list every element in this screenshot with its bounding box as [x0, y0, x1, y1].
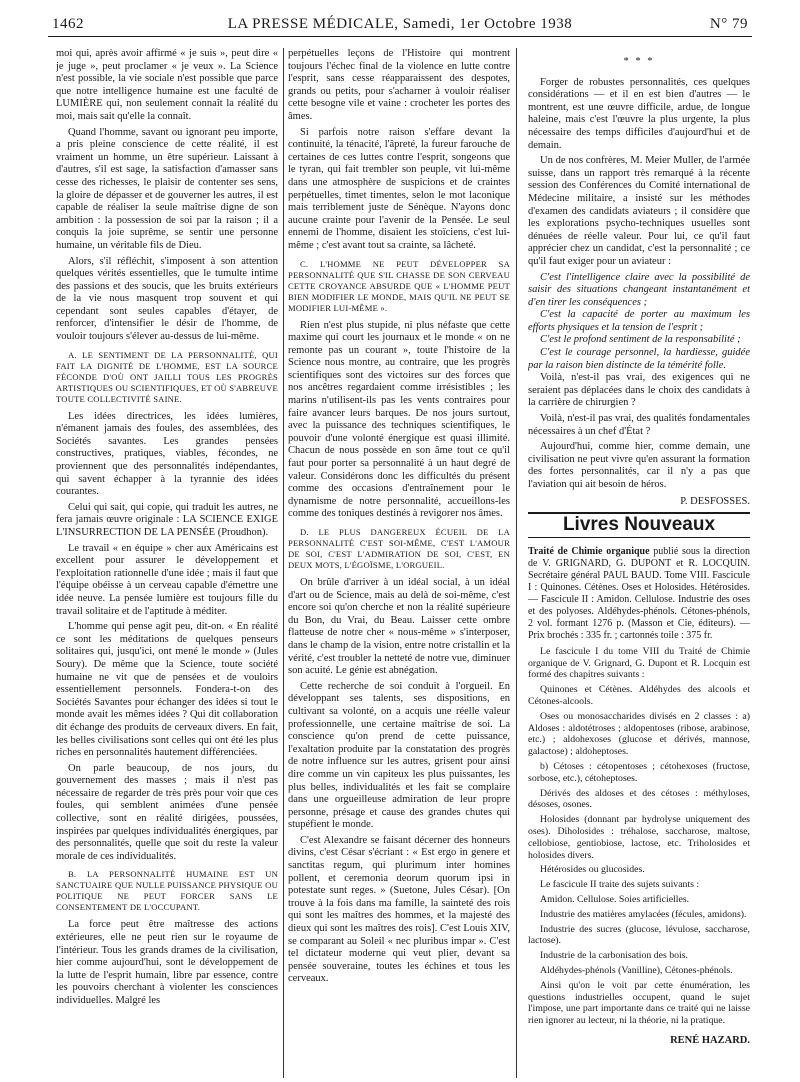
column-right	[528, 48, 750, 1078]
review-paragraph: b) Cétoses : cétopentoses ; cétohexoses (fructose, sorbose, etc.), cétoheptoses.	[528, 760, 750, 784]
review-paragraph: Oses ou monosaccharides divisés en 2 classes : a) Aldoses : aldotétroses ; aldopentoses (ribose, arabinose, etc.) ; aldohexoses (glucose et dérivés, mannose, galactose) ; aldoheptoses.	[528, 710, 750, 758]
paragraph: C'est Alexandre se faisant décerner des honneurs divins, c'est César s'écriant : « Est ergo in genere et sanctitas regum, qui plurimum inter homines pollent, et ceremonia deorum quorum ipsi in potestate sunt reges. » (Suetone, Jules César). [On trouve à la fois dans ma famille, la sainteté des rois qui sont les maîtres des hommes, et la majesté des dieux qui sont les maîtres des rois]. C'est Louis XIV, se comparant au Soleil « nec pluribus impar ». C'est tel dictateur moderne qui veut plier, devant sa pensée souveraine, toutes les échines et tous les cerveaux.	[288, 834, 510, 985]
section-title-livres-nouveaux: Livres Nouveaux	[528, 512, 750, 538]
review-paragraph: Aldéhydes-phénols (Vanilline), Cétones-phénols.	[540, 964, 733, 976]
issue-number: N° 79	[709, 16, 748, 32]
quoted-requirement: C'est le courage personnel, la hardiesse, guidée par la raison bien distincte de la témérité folle.	[528, 347, 750, 371]
quoted-requirement: C'est le profond sentiment de la responsabilité ;	[540, 334, 741, 346]
column-middle	[288, 48, 510, 1078]
paragraph: L'homme qui pense agit peu, dit-on. « En réalité ce sont les méditations de quelques penseurs solitaires qui, jusqu'ici, ont mené le monde » (Jules Soury). De même que la Science, toute société humaine ne vit que de pensées et de vouloirs essentiellement personnels. Fondera-t-on des Sociétés Savantes pour échanger des idées si tout le monde avait les mêmes idées ? Qui dit collaboration dit échange des produits de cerveaux divers. En fait, les belles civilisations sont celles qui ont été les plus riches en personnalités hautement différenciées.	[56, 621, 278, 759]
review-paragraph: Holosides (donnant par hydrolyse uniquement des oses). Diholosides : tréhalose, saccharose, maltose, cellobiose, gentiobiose, lactose, etc. Triholosides et holosides divers.	[528, 814, 750, 861]
paragraph: Cette recherche de soi conduit à l'orgueil. En développant ses talents, ses dispositions, en cultivant sa volonté, on a acquis une réelle valeur professionnelle, une certaine maîtrise de soi. La conscience qu'on prend de cette puissance, l'exaltation produite par la constatation des progrès de notre influence sur les autres, grisent pour ainsi dire comme un vin capiteux les plus puissantes, les plus belles, individualités et les fait se complaire dans une orgueilleuse admiration de leur propre personne, présage et cause des grandes chutes qui stupéfient le monde.	[288, 680, 510, 831]
page-header	[48, 14, 752, 37]
review-paragraph: Industrie des sucres (glucose, lévulose, saccharose, lactose).	[528, 923, 750, 947]
book-title: Traité de Chimie organique	[528, 545, 650, 557]
review-paragraph: Quinones et Cétènes. Aldéhydes des alcools et Cétones-alcools.	[528, 684, 750, 707]
paragraph: Rien n'est plus stupide, ni plus néfaste que cette maxime qui court les journaux et le monde « on ne remonte pas un courant », toute l'histoire de la Science nous montre, au contraire, que les progrès scientifiques sont des victoires sur des forces que nos ancêtres regardaient comme irrésistibles ; les marins n'utilisent-ils pas les vents contraires pour faire avancer leurs barques. De nos jours surtout, avec la puissance des techniques scientifiques, le pouvoir d'une volonté énergique est quasi illimité. Chacun de nous possède en son âme tout ce qu'il faut pour porter sa personnalité à un haut degré de valeur. Considérons donc les difficultés du présent comme des occasions d'entraînement pour le dynamisme de notre personnalité, accueillons-les comme des toniques destinés à revigorer nos âmes.	[288, 319, 510, 520]
paragraph: Forger de robustes personnalités, ces quelques considérations — et il en est bien d'autres — le montrent, est une œuvre difficile, ardue, de longue haleine, mais c'est l'œuvre la plus urgente, la plus nécessaire des temps difficiles d'aujourd'hui et de demain.	[528, 76, 750, 151]
paragraph: On brûle d'arriver à un idéal social, à un idéal d'art ou de Science, mais au delà de soi-même, c'est encore soi qu'on cherche et non la réalité supérieure du Bon, du Vrai, du Beau. Laisser cette ombre flatteuse de notre cher « nous-même » s'interposer, dans le champ de la vision, entre notre cristallin et la vérité, c'est troubler la netteté de notre vue, diminuer son acuité. Le génie est abnégation.	[288, 577, 510, 677]
review-paragraph: Hétérosides ou glucosides.	[540, 864, 645, 876]
review-paragraph: Ainsi qu'on le voit par cette énumération, les questions industrielles occupent, quand le sujet l'impose, une part importante dans ce traité qui ne laisse rien ignorer au lecteur, ni la théorie, ni la pratique.	[528, 979, 750, 1027]
review-paragraph: Amidon. Cellulose. Soies artificielles.	[540, 893, 690, 905]
review-paragraph: Dérivés des aldoses et des cétoses : méthyloses, désoses, osones.	[528, 787, 750, 811]
section-heading: A. LE SENTIMENT DE LA PERSONNALITÉ, QUI FAIT LA DIGNITÉ DE L'HOMME, EST LA SOURCE FÉCONDE D'OÙ ONT JAILLI TOUS LES PROGRÈS ARTISTIQUES OU SCIENTIFIQUES, ET OÙ S'ABREUVE TOUTE COLLECTIVITÉ SAINE.	[56, 349, 278, 404]
review-paragraph: Industrie de la carbonisation des bois.	[540, 950, 689, 962]
paragraph: Voilà, n'est-il pas vrai, des qualités fondamentales nécessaires à un chef d'État ?	[528, 413, 750, 437]
section-break-stars: * * *	[623, 56, 655, 67]
paragraph: On parle beaucoup, de nos jours, du gouvernement des masses ; mais il n'est pas nécessaire de regarder de très près pour voir que ces foules, qui semblent animées d'une pensée collective, sont en réalité dirigées, poussées, inspirées par quelques individualités énergiques, par des personnalités, quelle que soit du reste la valeur morale de ces individualités.	[56, 762, 278, 862]
journal-title: LA PRESSE MÉDICALE, Samedi, 1er Octobre 1938	[227, 16, 573, 32]
book-details: publié sous la direction de V. GRIGNARD, G. DUPONT et R. LOCQUIN. Secrétaire général PAUL BAUD. Tome VIII. Fascicule I : Quinones. Cétènes. Oses et Holosides. Hétérosides. — Fascicule II : Amidon. Cellulose. Industrie des oses et des polyoses. Aldéhydes-phénols. Cétones-phénols, 2 vol. formant 1276 p. (Masson et Cie, éditeurs). — Prix brochés : 335 fr. ; cartonnés toile : 375 fr.	[528, 545, 750, 641]
quoted-requirement: C'est la capacité de porter au maximum les efforts physiques et la tension de l'esprit ;	[528, 309, 750, 333]
paragraph: Un de nos confrères, M. Meier Muller, de l'armée suisse, dans un rapport très remarqué à la récente session des Conférences du Comité international de Médecine militaire, a insisté sur les méthodes d'examen des candidats aviateurs ; il considère que les explorations psycho-techniques usuelles sont dénuées de réelle valeur. Pour lui, ce qu'il faut apprécier chez un candidat, c'est la personnalité ; ce qu'il faut exiger pour un aviateur :	[528, 155, 750, 267]
author-signature: P. DESFOSSES.	[680, 495, 750, 507]
paragraph: Si parfois notre raison s'effare devant la continuité, la ténacité, l'âpreté, la fureur farouche de certaines de ces luttes contre l'esprit, songeons que le tyran, qui fait trembler son peuple, vit lui-même dans une atmosphère de suspicions et de craintes perpétuelles, timet timentes, selon le mot laconique mais terriblement juste de Sénèque. N'ayons donc aucune crainte pour l'avenir de la Pensée. Le seul ennemi de l'homme, disaient les stoïciens, c'est lui-même ; c'est avant tout sa crainte, sa lâcheté.	[288, 126, 510, 251]
review-paragraph: Le fascicule I du tome VIII du Traité de Chimie organique de V. Grignard, G. Dupont et R. Locquin est formé des chapitres suivants :	[528, 645, 750, 681]
book-entry	[528, 546, 750, 642]
column-divider	[516, 48, 517, 1078]
page-number: 1462	[52, 16, 84, 32]
paragraph: Celui qui sait, qui copie, qui traduit les autres, ne fera jamais œuvre originale : LA SCIENCE EXIGE L'INSURRECTION DE LA PENSÉE (Proudhon).	[56, 501, 278, 538]
review-paragraph: Industrie des matières amylacées (fécules, amidons).	[540, 908, 747, 920]
paragraph: moi qui, après avoir affirmé « je suis », peut dire « je juge », peut proclamer « je veux ». La Science n'est possible, la vie sociale n'est possible que parce que notre intelligence humaine est une faculté de LUMIÈRE qui, non seulement connaît la réalité du moi, mais sait qu'elle la connaît.	[56, 48, 278, 122]
section-heading: B. LA PERSONNALITÉ HUMAINE EST UN SANCTUAIRE QUE NULLE PUISSANCE PHYSIQUE OU POLITIQUE NE PEUT FORCER SANS LE CONSENTEMENT DE L'OCCUPANT.	[56, 869, 278, 913]
reviewer-signature: RENÉ HAZARD.	[670, 1034, 750, 1046]
paragraph: Quand l'homme, savant ou ignorant peu importe, a pris pleine conscience de cette réalité, il est vraiment un homme, un être supérieur. Laissant à d'autres, s'il est sage, la satisfaction d'amasser sans cesse des richesses, le plaisir de contenter ses sens, la gloire de dépasser et de gouverner les autres, il est capable de réaliser la seule maîtrise digne de son ambition : la possession de soi par la raison ; il a conquis la joie suprême, se sentir une personne humaine, un véritable fils de Dieu.	[56, 126, 278, 251]
paragraph: Aujourd'hui, comme hier, comme demain, une civilisation ne peut vivre qu'en assurant la formation des fortes personnalités, car il n'y a pas que l'aviation qui ait besoin de héros.	[528, 441, 750, 490]
column-divider	[283, 48, 284, 1078]
quoted-requirement: C'est l'intelligence claire avec la possibilité de saisir des situations changeant instantanément et d'en tirer les conséquences ;	[528, 271, 750, 308]
paragraph: Voilà, n'est-il pas vrai, des exigences qui ne seraient pas déplacées dans le choix des candidats à la carrière de chirurgien ?	[528, 372, 750, 409]
paragraph: Le travail « en équipe » cher aux Américains est excellent pour assurer le développement et l'exploitation rationnelle d'une idée ; mais il faut que l'équipe obéisse à un cerveau capable d'émettre une idée neuve. La pensée lumière est toujours fille du travail solitaire et de l'aptitude à méditer.	[56, 542, 278, 617]
paragraph: perpétuelles leçons de l'Histoire qui montrent toujours l'échec final de la violence en lutte contre l'esprit, sans cesse réapparaissent des despotes, grands ou petits, pour s'acharner à vouloir réaliser cette besogne vile et vaine : crocheter les portes des âmes.	[288, 48, 510, 122]
review-paragraph: Le fascicule II traite des sujets suivants :	[540, 879, 700, 891]
section-heading: C. L'HOMME NE PEUT DÉVELOPPER SA PERSONNALITÉ QUE S'IL CHASSE DE SON CERVEAU CETTE CROYANCE ABSURDE QUE « L'HOMME PEUT BIEN MODIFIER LE MONDE, MAIS QU'IL NE PEUT SE MODIFIER LUI-MÊME ».	[288, 258, 510, 313]
paragraph: Les idées directrices, les idées lumières, n'émanent jamais des foules, des assemblées, des Sociétés savantes. Les grandes pensées constructives, pratiques, viables, fécondes, ne proviennent que des personnalités indépendantes, qui savent échapper à la tyrannie des idées courantes.	[56, 410, 278, 498]
column-left	[56, 48, 278, 1078]
paragraph: Alors, s'il réfléchit, s'imposent à son attention quelques vérités essentielles, que le tumulte intime des passions et des soucis, que les bruits extérieurs de la vie nous masquent trop souvent et qui cependant sont seules capables d'étayer, de renforcer, d'intensifier le désir de l'homme, de vouloir toujours s'élever au-dessus de lui-même.	[56, 255, 278, 343]
paragraph: La force peut être maîtresse des actions extérieures, elle ne peut rien sur le royaume de l'intérieur. Tous les grands drames de la civilisation, hier comme aujourd'hui, sont le développement de la lutte de l'esprit humain, libre par essence, contre les pouvoirs cherchant à violenter les consciences individuelles. Malgré les	[56, 919, 278, 1006]
section-heading: D. LE PLUS DANGEREUX ÉCUEIL DE LA PERSONNALITÉ C'EST SOI-MÊME, C'EST L'AMOUR DE SOI, C'EST L'ADMIRATION DE SOI, C'EST, EN DEUX MOTS, L'ÉGOÏSME, L'ORGUEIL.	[288, 527, 510, 570]
